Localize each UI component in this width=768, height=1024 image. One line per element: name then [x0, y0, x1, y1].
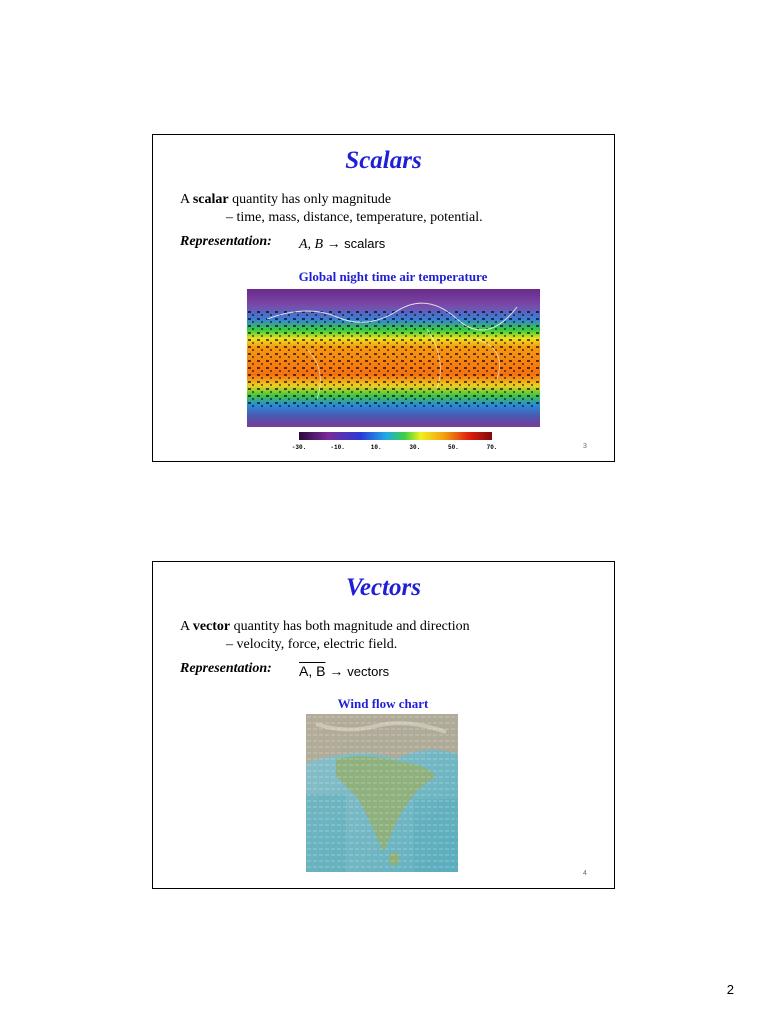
representation-label: Representation: [180, 234, 272, 249]
definition-suffix: quantity has both magnitude and direction [230, 619, 470, 634]
slide-scalars [152, 134, 615, 462]
definition-term: vector [192, 619, 231, 634]
vector-symbols: A, B [299, 663, 326, 679]
representation-label: Representation: [180, 661, 272, 676]
definition-prefix: A [180, 192, 193, 207]
representation-word: vectors [347, 664, 390, 679]
definition-prefix: A [180, 619, 193, 634]
representation-expression [299, 663, 389, 679]
colorbar-tick: 30. [409, 444, 421, 451]
colorbar-tick: 50. [447, 444, 459, 451]
definition-line [180, 619, 470, 635]
colorbar-tick: -10. [330, 444, 345, 451]
definition-suffix: quantity has only magnitude [228, 192, 392, 207]
page-number: 2 [726, 982, 734, 997]
representation-symbols: A, B [299, 237, 324, 252]
temperature-map-image [247, 289, 540, 427]
colorbar-tick: 70. [486, 444, 498, 451]
colorbar-tick: -30. [291, 444, 307, 451]
slide-vectors [152, 561, 615, 889]
slide-number: 4 [583, 870, 587, 877]
definition-line [180, 192, 391, 208]
representation-word: scalars [344, 236, 386, 251]
representation-expression [299, 236, 385, 253]
examples-line: – velocity, force, electric field. [226, 637, 398, 652]
slide-title: Scalars [345, 147, 422, 174]
figure-caption: Global night time air temperature [298, 269, 488, 284]
colorbar-tick: 10. [370, 444, 382, 451]
figure-caption: Wind flow chart [337, 696, 429, 711]
slide-title: Vectors [346, 574, 421, 601]
arrow-icon: → [329, 663, 344, 679]
examples-line: – time, mass, distance, temperature, potential. [226, 210, 483, 225]
slide-number: 3 [583, 443, 587, 450]
colorbar [299, 432, 492, 440]
colorbar-ticks [291, 444, 498, 452]
wind-flow-map-image [306, 714, 458, 872]
definition-term: scalar [192, 192, 229, 207]
arrow-icon: → [326, 237, 341, 252]
